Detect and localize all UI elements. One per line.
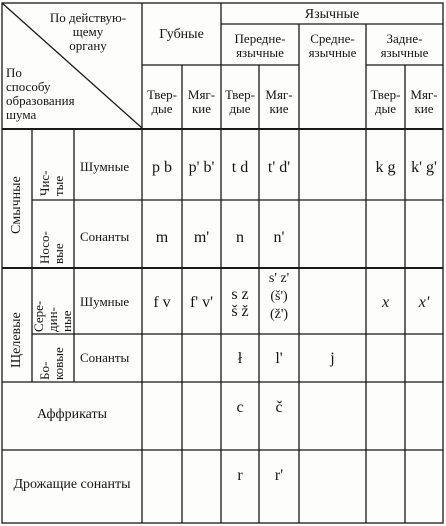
cell-trill-front-soft: r' [274, 467, 284, 484]
lingual-header: Язычные [304, 7, 360, 22]
row-label-stops-sonants: Сонанты [80, 229, 130, 244]
back-lingual-header: Задне- язычные [380, 31, 429, 60]
cell-stop-noisy-back-hard: k g [375, 159, 396, 176]
cell-fric-noisy-front-hard-1: s z [231, 286, 249, 303]
cell-fric-noisy-front-soft-3: (ž') [269, 307, 289, 322]
cell-fric-son-front-hard: ł [237, 350, 243, 367]
stops-pure-label: Чис- тые [37, 170, 66, 196]
row-label-fric-noisy: Шумные [80, 294, 130, 309]
front-hard-header: Твер- дые [225, 87, 255, 116]
cell-fric-noisy-front-soft-1: s' z' [268, 271, 290, 286]
cell-stop-noisy-front-soft: t' d' [267, 159, 291, 176]
back-hard-header: Твер- дые [370, 87, 401, 116]
stops-group-label: Смычные [9, 176, 24, 234]
cell-fric-noisy-front-hard-2: š ž [231, 303, 249, 320]
row-label-stops-noisy: Шумные [80, 159, 130, 174]
cell-fric-noisy-front-soft-2: (š') [270, 289, 288, 304]
fricatives-group-label: Щелевые [9, 312, 24, 368]
cell-stop-son-front-soft: n' [273, 229, 285, 246]
cell-trill-front-hard: r [237, 467, 243, 484]
cell-stop-son-labial-hard: m [155, 229, 169, 246]
cell-fric-noisy-back-hard: x [381, 294, 390, 311]
fric-lateral-label: Бо- ковые [37, 347, 66, 380]
labial-hard-header: Твер- дые [147, 87, 177, 116]
stops-nasal-label: Носо- вые [37, 231, 66, 264]
row-label-fric-sonants: Сонанты [80, 350, 130, 365]
labial-soft-header: Мяг- кие [187, 87, 216, 116]
cell-stop-noisy-back-soft: k' g' [411, 159, 437, 176]
cell-stop-noisy-front-hard: t d [231, 159, 249, 176]
front-lingual-header: Передне- язычные [234, 31, 286, 60]
cell-affr-front-soft: č [275, 399, 283, 416]
cell-fric-noisy-labial-soft: f' v' [189, 294, 214, 311]
middle-lingual-header: Средне- язычные [308, 31, 357, 60]
corner-organ-label: По действую- щему органу [49, 10, 127, 53]
cell-fric-son-middle: j [330, 350, 335, 367]
cell-affr-front-hard: c [236, 399, 244, 416]
row-label-affricates: Аффрикаты [36, 407, 108, 422]
cell-fric-noisy-back-soft: x' [418, 294, 430, 311]
cell-stop-noisy-labial-soft: p' b' [188, 159, 215, 176]
cell-stop-noisy-labial-hard: p b [152, 159, 172, 176]
front-soft-header: Мяг- кие [265, 87, 293, 116]
cell-fric-son-front-soft: l' [275, 350, 283, 367]
cell-fric-noisy-labial-hard: f v [153, 294, 171, 311]
corner-manner-label: По способу образования шума [6, 65, 75, 122]
row-label-trill: Дрожащие сонанты [13, 477, 131, 492]
cell-stop-son-front-hard: n [236, 229, 244, 246]
cell-stop-son-labial-soft: m' [193, 229, 210, 246]
labial-header: Губные [159, 27, 204, 42]
back-soft-header: Мяг- кие [410, 87, 438, 116]
fric-median-label: Сере- дин- ные [31, 300, 74, 332]
